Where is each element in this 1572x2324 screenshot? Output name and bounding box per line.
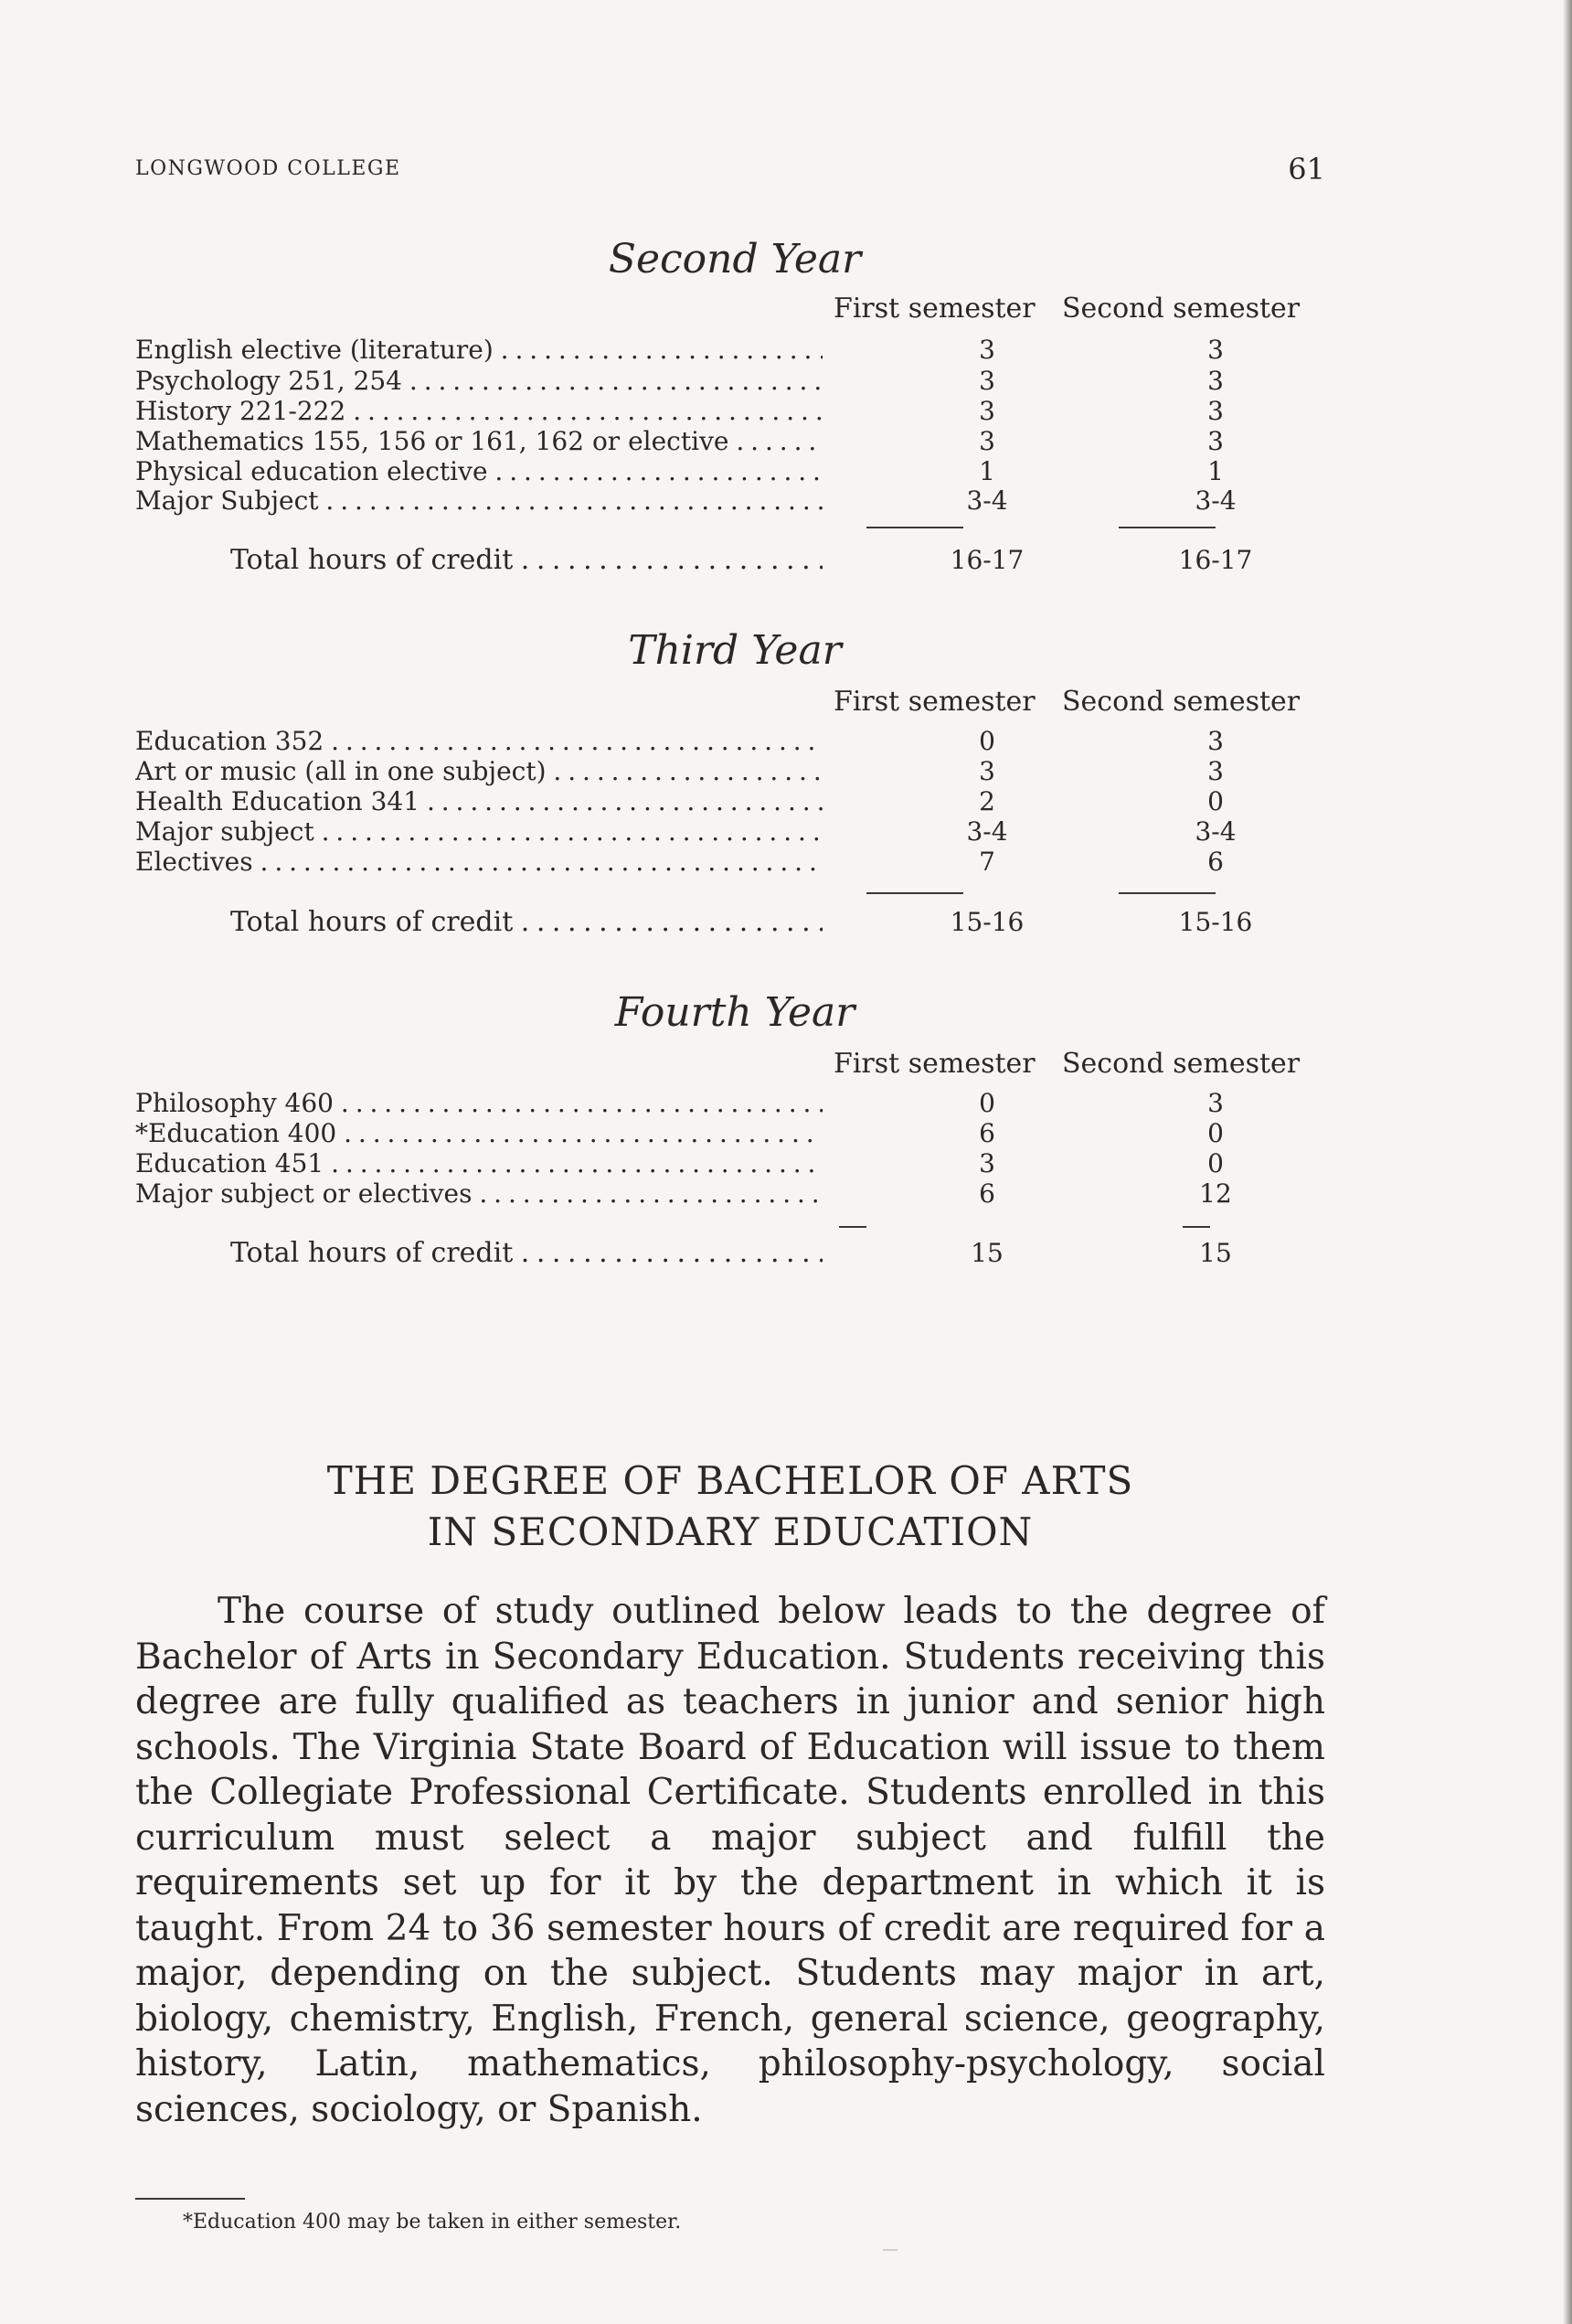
first-semester-hours: 3-4 <box>966 485 1008 516</box>
first-semester-total: 15-16 <box>950 907 1025 937</box>
total-label: Total hours of credit . . . <box>230 545 823 576</box>
degree-heading-line-1: THE DEGREE OF BACHELOR OF ARTS <box>326 1458 1134 1503</box>
course-name: History 221-222 . . . <box>135 396 823 427</box>
course-name: Major subject or electives . . . <box>135 1178 823 1210</box>
first-semester-hours: 6 <box>979 1118 995 1148</box>
degree-heading <box>135 1455 1325 1558</box>
second-semester-hours: 1 <box>1207 456 1224 486</box>
page-edge-shadow <box>1563 0 1572 2324</box>
total-label: Total hours of credit . . . <box>230 1238 823 1269</box>
total-rule <box>866 892 963 894</box>
running-head <box>135 152 1325 194</box>
scan-mark <box>883 2249 898 2251</box>
first-semester-hours: 0 <box>979 726 995 756</box>
second-semester-total: 16-17 <box>1178 545 1253 575</box>
year-title-second: Second Year <box>608 236 862 283</box>
second-semester-hours: 3 <box>1207 1088 1224 1118</box>
course-name: Philosophy 460 . . . <box>135 1088 823 1119</box>
total-label: Total hours of credit . . . <box>230 907 823 938</box>
second-semester-hours: 3 <box>1207 756 1224 786</box>
course-name: Major subject . . . <box>135 816 823 848</box>
degree-description: The course of study outlined below leads to the degree of Bachelor of Arts in Secondary Education. Students receiving this degree are fully qualified as teachers in junior and senior high schools. The Virginia State Board of Education will issue to them the Collegiate Professional Certificate. Students enrolled in this curriculum must select a major subject and fulfill the requirements set up for it by the department in which it is taught. From 24 to 36 semester hours of credit are required for a major, depending on the subject. Students may major in art, biology, chemistry, English, French, general science, geography, history, Latin, mathematics, philosophy-psychology, social sciences, sociology, or Spanish. <box>135 1591 1325 2130</box>
column-header-second-semester: Second semester <box>1062 1048 1301 1080</box>
total-rule <box>1119 527 1216 528</box>
first-semester-hours: 7 <box>979 847 995 877</box>
degree-heading-line-2: IN SECONDARY EDUCATION <box>427 1509 1034 1554</box>
second-semester-hours: 6 <box>1207 847 1224 877</box>
college-name: LONGWOOD COLLEGE <box>135 157 401 180</box>
course-name: Electives . . . <box>135 847 823 878</box>
first-semester-hours: 0 <box>979 1088 995 1118</box>
year-title-third: Third Year <box>628 627 842 674</box>
page-number: 61 <box>1288 152 1325 187</box>
column-header-first-semester: First semester <box>834 1048 1036 1080</box>
first-semester-hours: 3 <box>979 335 995 365</box>
second-semester-hours: 3 <box>1207 335 1224 365</box>
first-semester-hours: 3 <box>979 426 995 456</box>
first-semester-hours: 6 <box>979 1178 995 1209</box>
first-semester-hours: 3 <box>979 756 995 786</box>
second-semester-hours: 3 <box>1207 396 1224 426</box>
second-semester-hours: 12 <box>1199 1178 1232 1209</box>
course-name: Psychology 251, 254 . . . <box>135 366 823 397</box>
course-name: Art or music (all in one subject) . . . <box>135 756 823 787</box>
first-semester-hours: 3 <box>979 1148 995 1178</box>
total-rule <box>1119 892 1216 894</box>
footnote: *Education 400 may be taken in either semester. <box>183 2211 682 2233</box>
first-semester-hours: 2 <box>979 786 995 816</box>
column-header-first-semester: First semester <box>834 293 1036 325</box>
first-semester-hours: 3 <box>979 396 995 426</box>
column-header-second-semester: Second semester <box>1062 686 1301 718</box>
second-semester-total: 15-16 <box>1178 907 1253 937</box>
total-rule <box>866 527 963 528</box>
column-header-second-semester: Second semester <box>1062 293 1301 325</box>
course-name: Education 352 . . . <box>135 726 823 757</box>
course-name: *Education 400 . . . <box>135 1118 823 1149</box>
course-name: Health Education 341 . . . <box>135 786 823 817</box>
year-title-fourth: Fourth Year <box>614 989 855 1036</box>
second-semester-total: 15 <box>1199 1238 1232 1268</box>
column-header-first-semester: First semester <box>834 686 1036 718</box>
total-rule <box>839 1226 866 1228</box>
footnote-rule <box>135 2198 245 2200</box>
second-semester-hours: 0 <box>1207 1118 1224 1148</box>
course-name: English elective (literature) . . . <box>135 335 823 366</box>
first-semester-total: 15 <box>971 1238 1004 1268</box>
second-semester-hours: 3 <box>1207 426 1224 456</box>
second-semester-hours: 0 <box>1207 1148 1224 1178</box>
second-semester-hours: 0 <box>1207 786 1224 816</box>
course-name: Education 451 . . . <box>135 1148 823 1179</box>
total-rule <box>1183 1226 1210 1228</box>
second-semester-hours: 3-4 <box>1195 485 1237 516</box>
first-semester-hours: 3-4 <box>966 816 1008 847</box>
first-semester-hours: 3 <box>979 366 995 396</box>
second-semester-hours: 3 <box>1207 726 1224 756</box>
course-name: Physical education elective . . . <box>135 456 823 487</box>
first-semester-hours: 1 <box>979 456 995 486</box>
first-semester-total: 16-17 <box>950 545 1025 575</box>
course-name: Mathematics 155, 156 or 161, 162 or elective . . . <box>135 426 823 457</box>
second-semester-hours: 3-4 <box>1195 816 1237 847</box>
course-name: Major Subject . . . <box>135 485 823 517</box>
second-semester-hours: 3 <box>1207 366 1224 396</box>
